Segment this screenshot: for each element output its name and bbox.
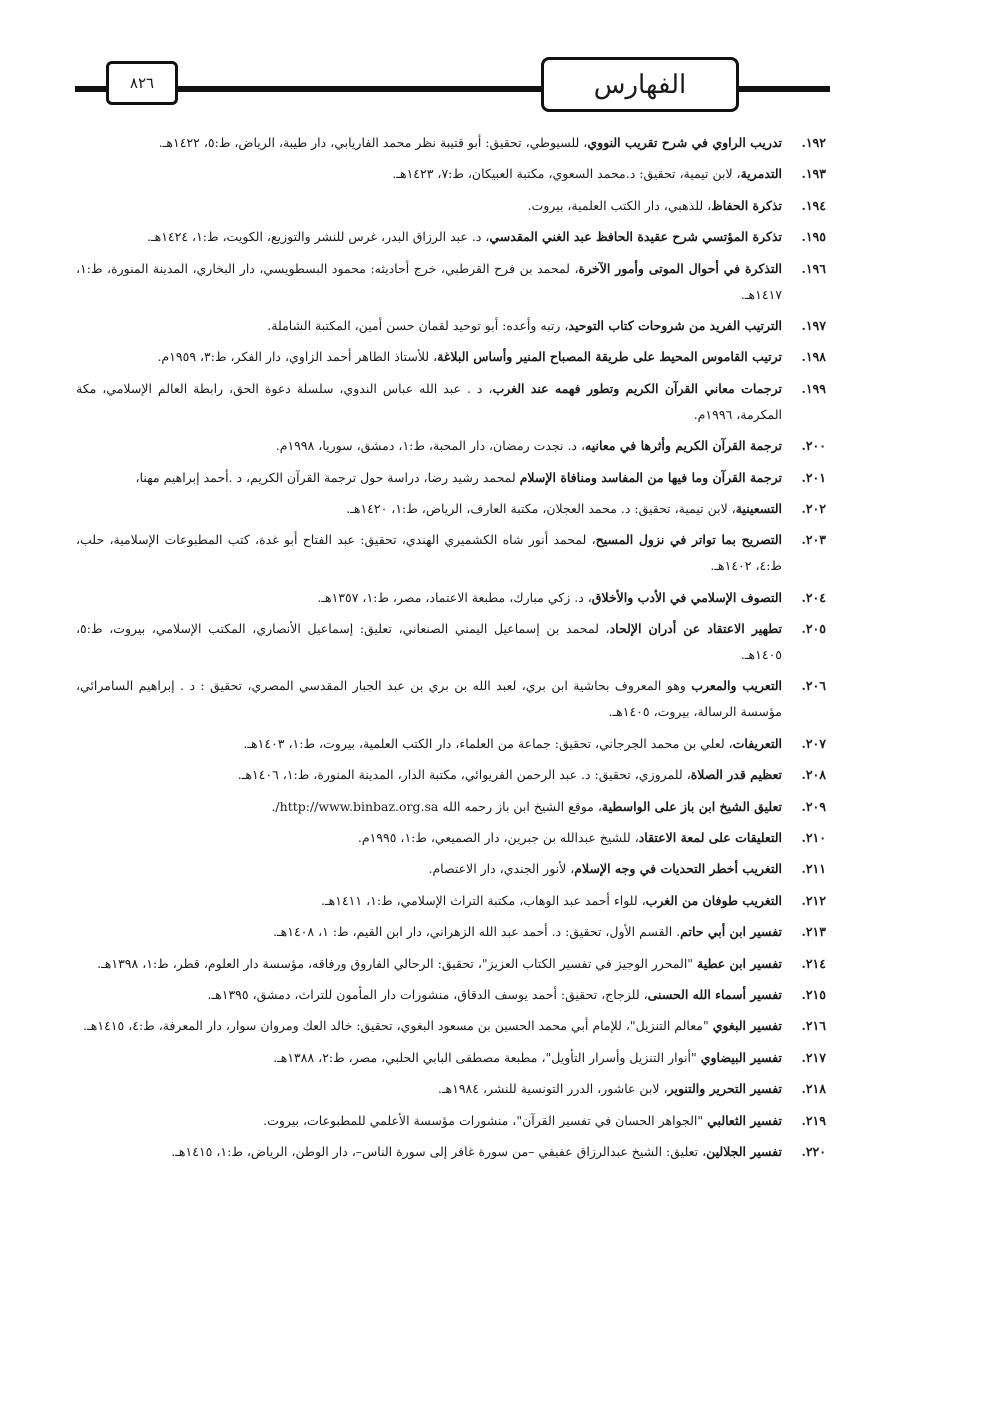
entry-number: ٢٠١. — [801, 469, 826, 485]
entry-title: التعليقات على لمعة الاعتقاد — [638, 830, 782, 846]
entry-number: ١٩٧. — [801, 317, 826, 333]
bibliography-entry — [76, 224, 826, 250]
entry-details: ، د. عبد الرزاق البدر، غرس للنشر والتوزيع، الكويت، ط:١، ١٤٢٤هـ. — [146, 229, 490, 245]
entry-number: ٢٠٥. — [801, 621, 826, 637]
entry-number: ٢١٩. — [801, 1112, 826, 1128]
entry-details: ، لمحمد أنور شاه الكشميري الهندي، تحقيق: عبد الفتاح أبو غدة، كتب المطبوعات الإسلامية، حلب، ط:٤، ١٤٠٢هـ. — [76, 532, 782, 574]
entry-title: تفسير الجلالين — [706, 1143, 782, 1159]
entry-number: ١٩٦. — [801, 260, 826, 276]
entry-details: "الجواهر الحسان في تفسير القرآن"، منشورات مؤسسة الأعلمي للمطبوعات، بيروت. — [263, 1112, 708, 1128]
entry-details: ، د. زكي مبارك، مطبعة الاعتماد، مصر، ط:١، ١٣٥٧هـ. — [317, 589, 592, 605]
entry-number: ١٩٨. — [801, 349, 826, 365]
bibliography-entry — [76, 585, 826, 611]
bibliography-entry — [76, 193, 826, 219]
entry-number: ١٩٤. — [801, 197, 826, 213]
entry-details: ، للزجاج، تحقيق: أحمد يوسف الدقاق، منشورات دار المأمون للتراث، دمشق، ١٣٩٥هـ. — [207, 986, 648, 1002]
entry-title: ترتيب القاموس المحيط على طريقة المصباح المنير وأساس البلاغة — [437, 349, 782, 365]
entry-details: ، لمحمد بن فرح القرطبي، خرج أحاديثه: محمود البسطويسي، دار البخاري، المدينة المنورة، ط:١، ١٤١٧هـ. — [76, 260, 782, 302]
page-number: ٨٢٦ — [106, 61, 178, 105]
entry-title: تفسير البغوي — [712, 1018, 782, 1034]
bibliography-entry — [76, 731, 826, 757]
entry-details: ، لابن تيمية، تحقيق: د. محمد العجلان، مكتبة العارف، الرياض، ط:١، ١٤٢٠هـ. — [346, 500, 736, 516]
entry-details: ، لأنور الجندي، دار الاعتصام. — [428, 861, 575, 877]
entry-title: التصريح بما تواتر في نزول المسيح — [595, 532, 782, 548]
bibliography-list — [76, 130, 826, 1170]
bibliography-entry — [76, 313, 826, 339]
entry-title: تعظيم قدر الصلاة — [690, 767, 782, 783]
entry-details: ، للأستاذ الطاهر أحمد الزاوي، دار الفكر، ط:٣، ١٩٥٩م. — [157, 349, 438, 365]
bibliography-entry — [76, 376, 826, 428]
entry-title: ترجمة القرآن وما فيها من المفاسد ومنافاة الإسلام — [519, 469, 782, 485]
entry-details: ، للمروزي، تحقيق: د. عبد الرحمن الفريوائي، مكتبة الدار، المدينة المنورة، ط:١، ١٤٠٦هـ. — [237, 767, 691, 783]
bibliography-entry — [76, 982, 826, 1008]
bibliography-entry — [76, 256, 826, 308]
entry-number: ٢١٤. — [801, 955, 826, 971]
entry-title: تذكرة الحفاظ — [711, 197, 782, 213]
entry-title: تفسير أسماء الله الحسنى — [647, 986, 782, 1002]
entry-number: ٢١١. — [801, 861, 826, 877]
entry-title: التسعينية — [735, 500, 782, 516]
entry-number: ١٩٣. — [801, 166, 826, 182]
bibliography-entry — [76, 130, 826, 156]
entry-number: ٢٠٤. — [801, 589, 826, 605]
entry-title: التذكرة في أحوال الموتى وأمور الآخرة — [578, 260, 782, 276]
entry-title: التصوف الإسلامي في الأدب والأخلاق — [591, 589, 782, 605]
entry-details: وهو المعروف بحاشية ابن بري، لعبد الله بن بري بن عبد الجبار المقدسي المصري، تحقيق : د . إبراهيم السامرائي، مؤسسة الرسالة، بيروت، ١٤٠٥هـ. — [76, 678, 782, 720]
entry-number: ٢١٨. — [801, 1081, 826, 1097]
entry-title: تفسير الثعالبي — [707, 1112, 782, 1128]
entry-title: تعليق الشيخ ابن باز على الواسطية — [601, 798, 782, 814]
bibliography-entry — [76, 433, 826, 459]
entry-details: ، د . عبد الله عباس الندوي، سلسلة دعوة الحق، رابطة العالم الإسلامي، مكة المكرمة، ١٩٩٦م. — [76, 380, 782, 422]
bibliography-entry — [76, 1139, 826, 1165]
entry-number: ٢١٧. — [801, 1049, 826, 1065]
entry-details: ، رتبه وأعده: أبو توحيد لقمان حسن أمين، المكتبة الشاملة. — [267, 317, 569, 333]
entry-details: ، للذهبي، دار الكتب العلمية، بيروت. — [527, 197, 712, 213]
entry-number: ٢٠٦. — [801, 678, 826, 694]
bibliography-entry — [76, 1045, 826, 1071]
entry-number: ١٩٥. — [801, 229, 826, 245]
entry-title: التعريب والمعرب — [691, 678, 783, 694]
entry-number: ٢٠٩. — [801, 798, 826, 814]
entry-title: التغريب أخطر التحديات في وجه الإسلام — [574, 861, 782, 877]
entry-details: "معالم التنزيل"، للإمام أبي محمد الحسين بن مسعود البغوي، تحقيق: خالد العك ومروان سوار، دار المعرفة، ط:٤، ١٤١٥هـ. — [83, 1018, 713, 1034]
entry-details: ، للشيخ عبدالله بن جبرين، دار الصميعي، ط:١، ١٩٩٥م. — [357, 830, 639, 846]
entry-number: ٢١٠. — [801, 830, 826, 846]
entry-number: ٢٠٣. — [801, 532, 826, 548]
bibliography-entry — [76, 527, 826, 579]
entry-title: تفسير التحرير والتنوير — [667, 1081, 782, 1097]
entry-details: ، للسيوطي، تحقيق: أبو قتيبة نظر محمد الفاريابي، دار طيبة، الرياض، ط:٥، ١٤٢٢هـ. — [158, 135, 588, 150]
bibliography-entry — [76, 496, 826, 522]
entry-number: ٢٢٠. — [801, 1143, 826, 1159]
bibliography-entry — [76, 1108, 826, 1134]
entry-details: ، للواء أحمد عبد الوهاب، مكتبة التراث الإسلامي، ط:١، ١٤١١هـ. — [321, 892, 646, 908]
entry-details: . القسم الأول، تحقيق: د. أحمد عبد الله الزهراني، دار ابن القيم، ط: ١، ١٤٠٨هـ. — [273, 924, 681, 940]
entry-number: ٢١٥. — [801, 986, 826, 1002]
entry-details: ، لابن تيمية، تحقيق: د.محمد السعوي، مكتبة العبيكان، ط:٧، ١٤٢٣هـ. — [392, 166, 741, 182]
entry-details: ، تعليق: الشيخ عبدالرزاق عفيفي –من سورة غافر إلى سورة الناس–، دار الوطن، الرياض، ط:١، ١٤١٥هـ. — [171, 1143, 707, 1159]
bibliography-entry — [76, 762, 826, 788]
entry-number: ٢١٢. — [801, 892, 826, 908]
entry-details: "أنوار التنزيل وأسرار التأويل"، مطبعة مصطفى البابي الحلبي، مصر، ط:٢، ١٣٨٨هـ. — [273, 1049, 701, 1065]
entry-number: ١٩٩. — [801, 380, 826, 396]
bibliography-entry — [76, 951, 826, 977]
bibliography-entry — [76, 616, 826, 668]
bibliography-entry — [76, 856, 826, 882]
entry-title: التدمرية — [740, 166, 782, 182]
entry-number: ٢٠٢. — [801, 500, 826, 516]
entry-details: "المحرر الوجيز في تفسير الكتاب العزيز"، تحقيق: الرحالي الفاروق ورفاقه، مؤسسة دار العلوم، قطر، ط:١، ١٣٩٨هـ. — [97, 955, 698, 971]
bibliography-entry — [76, 673, 826, 725]
bibliography-entry — [76, 344, 826, 370]
entry-number: ٢١٣. — [801, 924, 826, 940]
entry-title: تطهير الاعتقاد عن أدران الإلحاد — [609, 621, 782, 637]
bibliography-entry — [76, 465, 826, 491]
entry-details: ، لمحمد بن إسماعيل اليمني الصنعاني، تعليق: إسماعيل الأنصاري، المكتب الإسلامي، بيروت، ط:٥، ١٤٠٥هـ. — [76, 621, 782, 663]
bibliography-entry — [76, 794, 826, 820]
entry-number: ٢٠٠. — [801, 438, 826, 454]
entry-details: ، د. نجدت رمضان، دار المحبة، ط:١، دمشق، سوريا، ١٩٩٨م. — [275, 438, 585, 454]
bibliography-entry — [76, 825, 826, 851]
bibliography-entry — [76, 161, 826, 187]
bibliography-entry — [76, 1076, 826, 1102]
entry-details: ، موقع الشيخ ابن باز رحمه الله http://www.binbaz.org.sa/. — [271, 798, 602, 814]
entry-title: تدريب الراوي في شرح تقريب النووي — [587, 135, 782, 150]
entry-number: ٢٠٨. — [801, 767, 826, 783]
section-title: الفهارس — [541, 57, 739, 112]
entry-title: التغريب طوفان من الغرب — [645, 892, 782, 908]
entry-title: تذكرة المؤتسي شرح عقيدة الحافظ عبد الغني المقدسي — [489, 229, 782, 245]
entry-details: لمحمد رشيد رضا، دراسة حول ترجمة القرآن الكريم، د .أحمد إبراهيم مهنا، — [135, 469, 520, 485]
bibliography-entry — [76, 888, 826, 914]
bibliography-entry — [76, 919, 826, 945]
entry-details: ، لابن عاشور، الدرر التونسية للنشر، ١٩٨٤هـ. — [437, 1081, 668, 1097]
entry-number: ٢١٦. — [801, 1018, 826, 1034]
entry-number: ١٩٢. — [801, 135, 826, 150]
entry-title: تفسير البيضاوي — [700, 1049, 782, 1065]
entry-number: ٢٠٧. — [801, 735, 826, 751]
bibliography-entry — [76, 1013, 826, 1039]
entry-title: تفسير ابن عطية — [697, 955, 782, 971]
entry-title: ترجمات معاني القرآن الكريم وتطور فهمه عند الغرب — [492, 380, 783, 396]
entry-title: الترتيب الفريد من شروحات كتاب التوحيد — [568, 317, 782, 333]
entry-title: ترجمة القرآن الكريم وأثرها في معانيه — [585, 438, 782, 454]
entry-title: تفسير ابن أبي حاتم — [680, 924, 782, 940]
entry-title: التعريفات — [732, 735, 782, 751]
entry-details: ، لعلي بن محمد الجرجاني، تحقيق: جماعة من العلماء، دار الكتب العلمية، بيروت، ط:١، ١٤٠٣هـ. — [243, 735, 733, 751]
